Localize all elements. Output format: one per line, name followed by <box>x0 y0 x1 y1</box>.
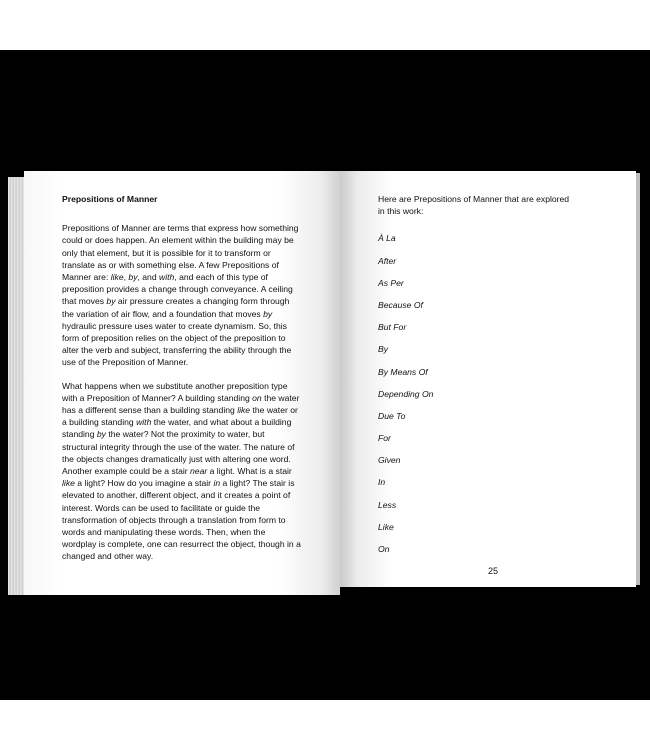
italic-text: with <box>159 272 175 283</box>
text-run: , and <box>137 272 160 283</box>
text-run: the water has a different sense than a building standing <box>62 392 300 416</box>
list-item: Less <box>378 499 397 510</box>
text-run: , and each of this type of preposition provides a change through conveyance. A ceiling that moves <box>62 272 293 307</box>
list-item: By Means Of <box>378 366 428 377</box>
right-page <box>340 171 636 587</box>
body-text <box>62 222 302 562</box>
text-run: Prepositions of Manner are terms that express how something could or does happen. An element within the building may be only that element, but it is possible for it to transform or translate as or with something else. A few Prepositions of Manner are: <box>62 223 299 283</box>
page-number: 25 <box>488 566 499 576</box>
text-run: air pressure creates a changing form through the variation of air flow, and a foundation that moves <box>62 296 290 319</box>
paragraph <box>62 222 302 368</box>
list-intro: Here are Prepositions of Manner that are explored in this work: <box>378 194 570 217</box>
italic-text: like <box>110 272 124 283</box>
list-item: By <box>378 344 389 355</box>
text-run: the water? Not the proximity to water, but structural integrity through the use of the water. The nature of the objects changes dramatically just with altering one word. Another example could be a stair <box>62 429 295 477</box>
preposition-list <box>378 232 578 565</box>
text-run: the water or a building standing <box>62 405 298 428</box>
italic-text: near <box>190 466 208 477</box>
text-run: the water, and what about a building standing <box>62 417 292 440</box>
italic-text: by <box>263 308 273 319</box>
text-run: hydraulic pressure uses water to create dynamism. So, this form of preposition relies on the object of the preposition to alter the verb and subject, transferring the ability through the use of the Preposition of Manner. <box>62 320 292 368</box>
list-item: In <box>378 477 386 488</box>
section-heading: Prepositions of Manner <box>62 194 158 204</box>
italic-text: by <box>106 296 116 307</box>
list-item: Given <box>378 455 401 466</box>
text-run: , <box>123 272 129 283</box>
left-page <box>24 171 340 595</box>
right-page-content <box>378 193 578 565</box>
list-item: After <box>378 255 397 266</box>
italic-text: like <box>237 405 251 416</box>
list-item: Because Of <box>378 299 423 310</box>
text-run: What happens when we substitute another preposition type with a Preposition of Manner? A building standing <box>62 380 288 403</box>
text-run: a light? How do you imagine a stair <box>74 478 214 489</box>
paragraph <box>62 380 302 563</box>
italic-text: like <box>62 478 75 489</box>
text-run: a light? The stair is elevated to another, different object, and it creates a point of interest. Words can be used to facilitate or guide the transformation of objects through a translation from form to words and manipulating these words. Then, when the wordplay is complete, one can resurrect the object, though in a changed and other way. <box>62 478 301 562</box>
italic-text: with <box>136 417 152 428</box>
left-page-content <box>62 193 302 574</box>
list-item: Like <box>378 521 394 532</box>
list-item: Depending On <box>378 388 434 399</box>
list-item: On <box>378 544 390 555</box>
italic-text: by <box>128 272 138 283</box>
italic-text: on <box>252 392 262 403</box>
italic-text: in <box>213 478 221 489</box>
list-item: À La <box>378 233 396 244</box>
open-book <box>8 171 640 595</box>
list-item: But For <box>378 322 407 333</box>
list-item: As Per <box>378 277 404 288</box>
text-run: a light. What is a stair <box>207 466 292 477</box>
italic-text: by <box>96 429 106 440</box>
list-item: For <box>378 433 391 444</box>
list-item: Due To <box>378 410 406 421</box>
